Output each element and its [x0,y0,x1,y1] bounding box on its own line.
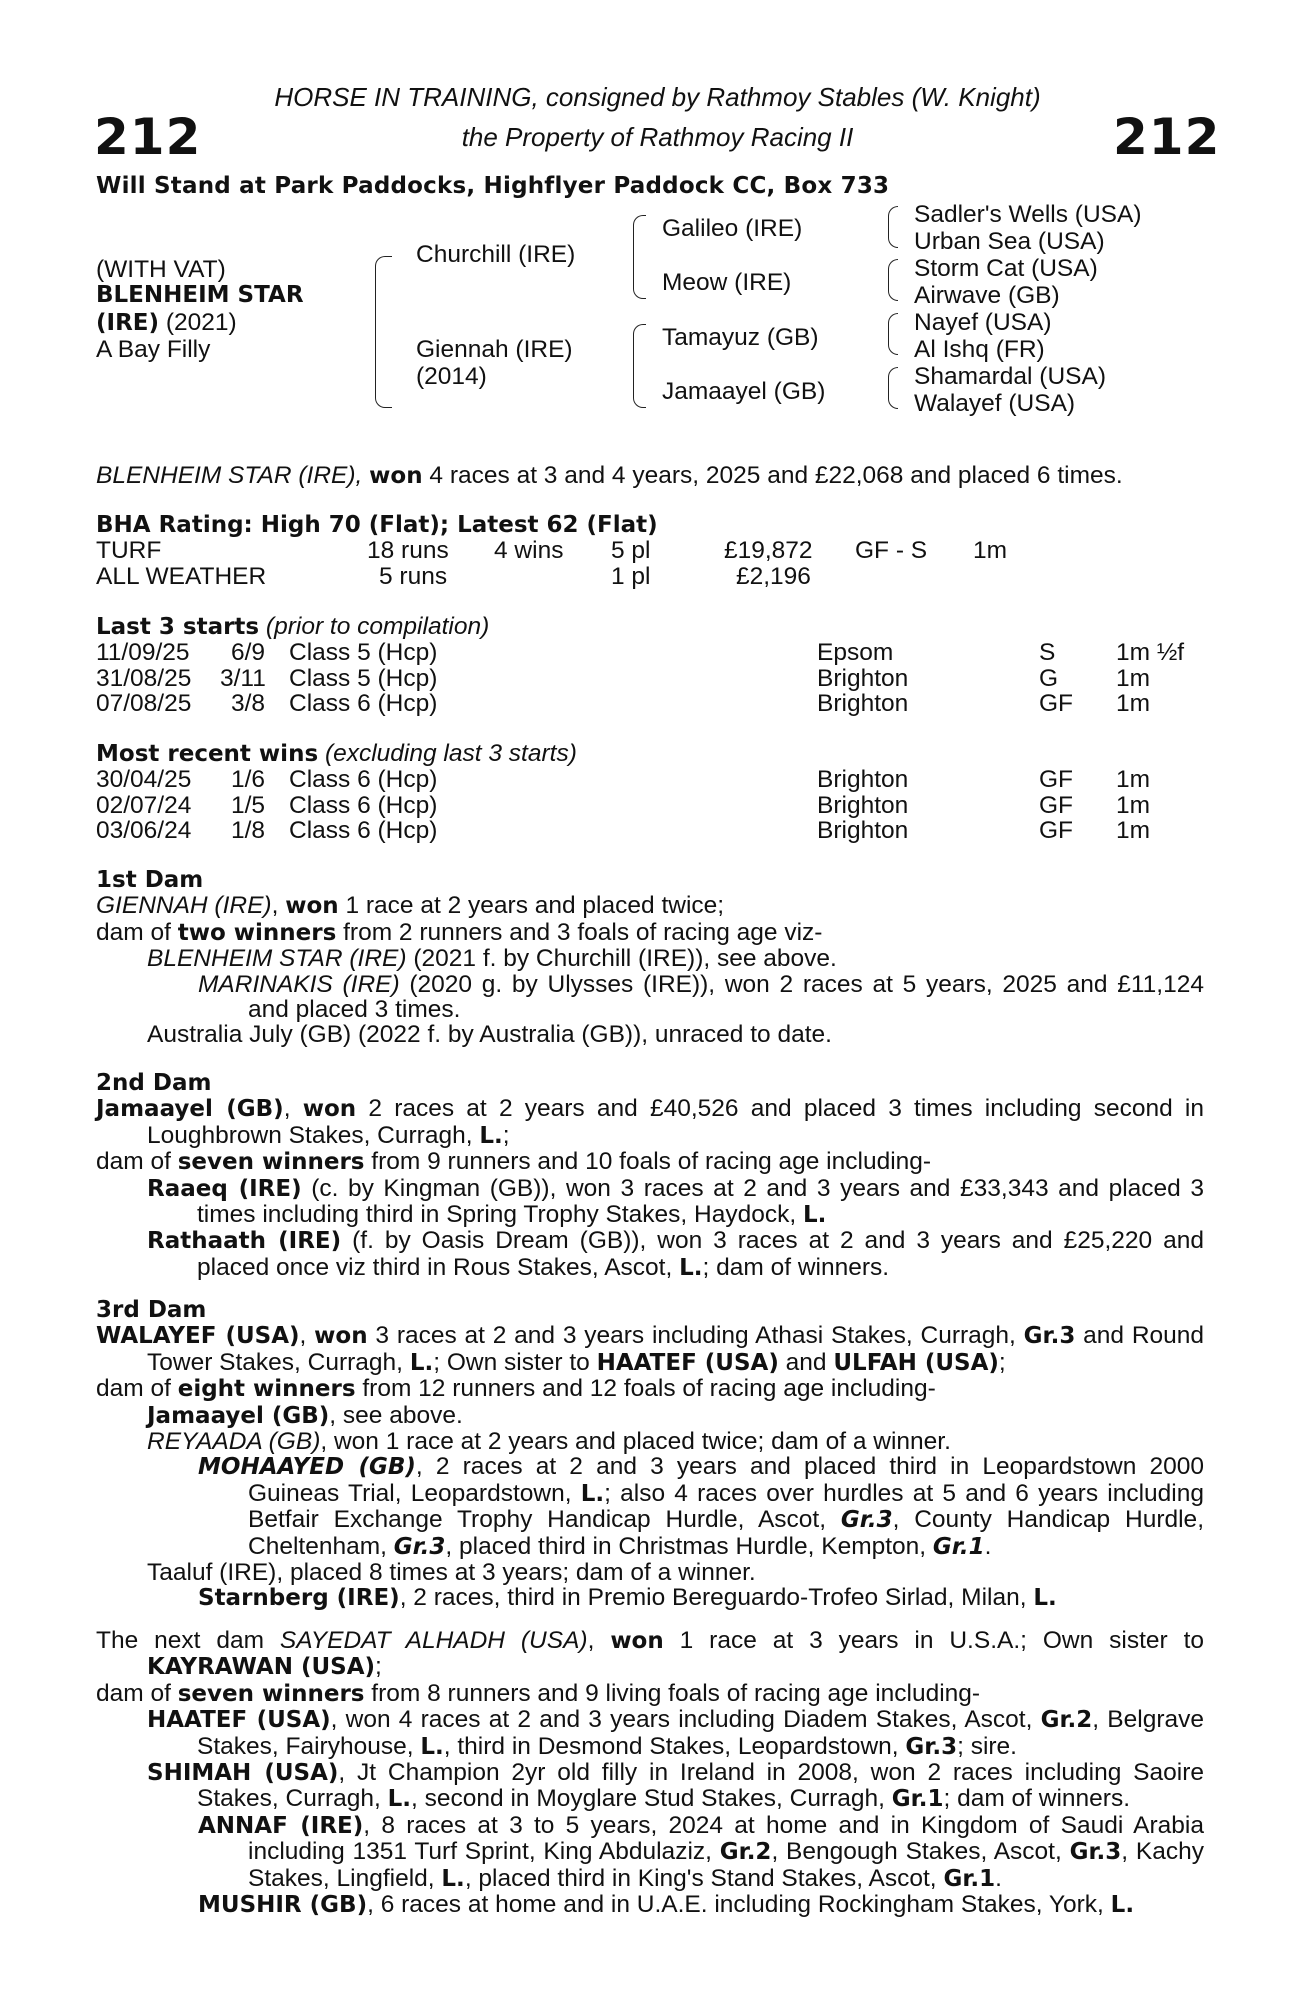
distance: 1m [1116,817,1151,845]
property-line: the Property of Rathmoy Racing II [461,122,854,152]
won-label: won [302,1096,357,1123]
course: Brighton [817,690,909,718]
progeny-text: , Kachy Stakes, Lingfield, [248,1838,1204,1892]
lot-number-left: 212 [94,108,202,166]
date: 30/04/25 [96,766,192,794]
start-row [96,666,1204,691]
going: GF [1039,791,1074,819]
dam-sire: Tamayuz (GB) [662,324,819,351]
surface: TURF [96,537,162,565]
progeny-text: , see above. [329,1401,463,1429]
date: 11/09/25 [96,639,190,667]
progeny-entry [96,1176,1204,1229]
wins: 4 wins [494,537,564,565]
progeny-name: Raaeq (IRE) [147,1175,302,1202]
progeny-end: ; dam of winners. [943,1785,1131,1813]
last-starts-note: (prior to compilation) [259,613,490,640]
rating-row-turf [96,538,1204,563]
progeny-entry [96,1707,1204,1760]
course: Brighton [817,817,909,845]
winners-count: seven winners [177,1680,365,1707]
record-end: ; [998,1348,1006,1376]
produce-prefix: dam of [96,1679,178,1707]
summary-won: won [369,463,423,489]
sibling-name: HAATEF (USA) [596,1349,779,1376]
progeny-entry [96,972,1204,1023]
grade: L. [409,1349,434,1376]
progeny-name: Rathaath (IRE) [147,1228,342,1255]
progeny-text: , second in Moyglare Stud Stakes, Curragh, [411,1785,892,1813]
produce-text: from 12 runners and 12 foals of racing age including- [355,1375,936,1403]
grade: L. [580,1480,605,1507]
progeny-name: MUSHIR (GB) [198,1892,368,1919]
dam-name: GIENNAH (IRE) [96,892,272,920]
going: GF [1039,690,1074,718]
prize: £19,872 [724,537,813,565]
first-dam-title: 1st Dam [96,867,204,893]
grandprogeny-entry [96,1892,1204,1918]
won-label: won [314,1323,368,1350]
gen3-7: Shamardal (USA) [914,363,1106,390]
gen3-3: Storm Cat (USA) [914,255,1098,282]
dam: Giennah (IRE) [416,336,573,363]
progeny-name: HAATEF (USA) [147,1707,331,1734]
horse-description: A Bay Filly [96,336,211,363]
grade: Gr.2 [1040,1707,1093,1734]
distance: 1m [973,537,1008,565]
produce-prefix: dam of [96,918,178,946]
progeny-name: REYAADA (GB) [147,1428,321,1456]
separator: , [271,892,286,920]
runs: 5 runs [379,562,448,590]
class: Class 5 (Hcp) [289,664,438,692]
progeny-entry [96,1760,1204,1813]
record-text: ; Own sister to [433,1348,597,1376]
brace-gen2-top [633,215,646,299]
next-dam-produce [96,1681,1204,1707]
prize: £2,196 [736,562,811,590]
grade: L. [420,1733,444,1760]
placed: 1 pl [611,562,651,590]
progeny-entry [96,1429,1204,1454]
dam-dam: Jamaayel (GB) [662,378,826,405]
grade: L. [479,1122,503,1149]
win-row [96,793,1204,818]
last-starts-section [96,614,1204,717]
third-dam-title: 3rd Dam [96,1297,207,1323]
progeny-text: (f. by Oasis Dream (GB)), won 3 races at 2 and 3 years and £25,220 and placed once viz third in Rous Stakes, Ascot, [197,1227,1204,1281]
progeny-text: Taaluf (IRE), placed 8 times at 3 years; dam of a winner. [147,1559,756,1587]
progeny-name: Starnberg (IRE) [198,1585,400,1612]
first-dam-section [96,868,1204,1048]
progeny-text: , won 1 race at 2 years and placed twice; dam of a winner. [320,1428,951,1456]
progeny-text: , 2 races, third in Premio Bereguardo-Trofeo Sirlad, Milan, [399,1584,1034,1612]
grade: Gr.3 [840,1507,893,1534]
going: GF - S [855,537,928,565]
produce-text: from 8 runners and 9 living foals of racing age including- [364,1679,981,1707]
rating-section [96,513,1204,589]
recent-wins-note: (excluding last 3 starts) [318,740,577,767]
progeny-end: ; sire. [957,1732,1017,1760]
going: GF [1039,817,1074,845]
second-dam-produce [96,1149,1204,1175]
record-text: 1 race at 3 years in U.S.A.; Own sister to [663,1627,1205,1654]
grade: L. [1033,1585,1057,1612]
grade: L. [1110,1892,1135,1919]
class: Class 5 (Hcp) [289,639,438,667]
grade: Gr.2 [719,1839,772,1866]
progeny-entry [96,1403,1204,1429]
grade: L. [441,1865,465,1892]
sibling-name: ULFAH (USA) [833,1349,999,1376]
progeny-name: ANNAF (IRE) [198,1812,364,1839]
course: Brighton [817,664,909,692]
sibling-name: KAYRAWAN (USA) [147,1654,376,1681]
distance: 1m [1116,690,1151,718]
record-text: and Round Tower Stakes, Curragh, [147,1322,1205,1376]
progeny-entry [96,1022,1204,1047]
brace-gen3-1 [888,206,898,248]
going: G [1039,664,1059,692]
position: 1/6 [231,766,266,794]
grandprogeny-entry [96,1813,1204,1892]
sire-dam: Meow (IRE) [662,269,792,296]
date: 07/08/25 [96,690,192,718]
gen3-1: Sadler's Wells (USA) [914,201,1142,228]
conjunction: and [778,1348,834,1376]
grandprogeny-entry [96,1585,1204,1611]
date: 03/06/24 [96,817,192,845]
progeny-entry [96,1228,1204,1281]
date: 02/07/24 [96,791,192,819]
distance: 1m [1116,766,1151,794]
progeny-end: ; dam of winners. [702,1253,890,1281]
progeny-text: ; also 4 races over hurdles at 5 and 6 years including Betfair Exchange Trophy Handicap Hurdle, Ascot, [248,1479,1204,1534]
record-text: 2 races at 2 years and £40,526 and placed 3 times including second in Loughbrown Stakes, Curragh, [147,1095,1204,1149]
progeny-name: MARINAKIS (IRE) [198,970,400,998]
rating-row-aw [96,564,1204,589]
dam-name: Jamaayel (GB) [96,1096,284,1123]
progeny-text: , placed third in Christmas Hurdle, Kempton, [445,1532,933,1560]
next-dam-record [96,1628,1204,1681]
brace-gen3-2 [888,259,898,301]
lot-number-right: 212 [1113,108,1221,166]
produce-prefix: dam of [96,1148,178,1176]
course: Brighton [817,791,909,819]
course: Epsom [817,639,894,667]
position: 3/11 [220,664,266,692]
grade: Gr.3 [905,1733,958,1760]
win-row [96,818,1204,843]
start-row [96,640,1204,665]
brace-gen3-4 [888,367,898,409]
distance: 1m [1116,664,1151,692]
progeny-text: , 2 races at 2 and 3 years and placed third in Leopardstown 2000 Guineas Trial, Leopardstown, [248,1453,1204,1507]
progeny-text: , 8 races at 3 to 5 years, 2024 at home and in Kingdom of Saudi Arabia including 1351 Turf Sprint, King Abdulaziz, [248,1811,1205,1866]
separator: , [283,1095,303,1123]
second-dam-section [96,1071,1204,1281]
horse-year: (2021) [159,309,237,336]
progeny-entry [96,1560,1204,1585]
grade: Gr.3 [1069,1839,1122,1866]
start-row [96,691,1204,716]
recent-wins-section [96,741,1204,844]
consignor-line: HORSE IN TRAINING, consigned by Rathmoy Stables (W. Knight) [274,82,1041,112]
gen3-5: Nayef (USA) [914,309,1052,336]
grade: Gr.1 [932,1533,985,1560]
brace-gen3-3 [888,313,898,355]
grade: L. [679,1254,703,1281]
won-label: won [610,1628,664,1654]
progeny-end: . [984,1532,992,1560]
progeny-name: MOHAAYED (GB) [198,1454,416,1481]
third-dam-record [96,1323,1204,1376]
intro: The next dam [96,1627,280,1654]
dam-name: WALAYEF (USA) [96,1323,300,1350]
sire-sire: Galileo (IRE) [662,215,803,242]
grade: Gr.3 [393,1533,446,1560]
gen3-4: Airwave (GB) [914,282,1060,309]
progeny-text: , County Handicap Hurdle, Cheltenham, [248,1506,1204,1560]
third-dam-section [96,1298,1204,1612]
record-text: 3 races at 2 and 3 years including Athasi Stakes, Curragh, [367,1322,1024,1350]
class: Class 6 (Hcp) [289,791,438,819]
second-dam-title: 2nd Dam [96,1070,212,1096]
recent-wins-title: Most recent wins [96,741,319,767]
progeny-text: , won 4 races at 2 and 3 years including Diadem Stakes, Ascot, [330,1706,1041,1734]
progeny-name: BLENHEIM STAR (IRE) [147,945,407,973]
position: 3/8 [231,690,266,718]
progeny-text: , Bengough Stakes, Ascot, [771,1838,1070,1866]
runs: 18 runs [367,537,449,565]
progeny-name: Jamaayel (GB) [147,1402,330,1429]
class: Class 6 (Hcp) [289,817,438,845]
vat-label: (WITH VAT) [96,256,226,283]
record-end: ; [502,1121,510,1149]
dam-year: (2014) [416,363,487,390]
last-starts-title: Last 3 starts [96,614,260,640]
surface: ALL WEATHER [96,562,267,590]
progeny-entry [96,946,1204,971]
progeny-text: , third in Desmond Stakes, Leopardstown, [443,1732,906,1760]
race-summary [96,462,1123,490]
brace-gen2-bottom [633,324,646,408]
stand-location: Will Stand at Park Paddocks, Highflyer Paddock CC, Box 733 [96,173,890,199]
winners-count: seven winners [177,1149,365,1176]
third-dam-produce [96,1376,1204,1402]
going: S [1039,639,1056,667]
class: Class 6 (Hcp) [289,690,438,718]
distance: 1m ½f [1116,639,1185,667]
position: 1/5 [231,791,266,819]
separator: , [587,1627,611,1654]
record-text: 1 race at 2 years and placed twice; [338,892,725,920]
record-end: ; [375,1653,382,1681]
summary-text: 4 races at 3 and 4 years, 2025 and £22,068 and placed 6 times. [422,462,1123,489]
next-dam-section [96,1628,1204,1918]
rating-title: BHA Rating: High 70 (Flat); Latest 62 (Flat) [96,512,658,538]
grandprogeny-entry [96,1454,1204,1560]
winners-count: two winners [177,919,337,946]
progeny-text: (c. by Kingman (GB)), won 3 races at 2 and 3 years and £33,343 and placed 3 times including third in Spring Trophy Stakes, Haydock, [197,1174,1205,1229]
progeny-name: SHIMAH (USA) [147,1760,339,1787]
first-dam-record [96,893,1204,919]
produce-prefix: dam of [96,1375,178,1403]
sire: Churchill (IRE) [416,241,576,268]
horse-name: BLENHEIM STAR [96,282,304,308]
grade: Gr.3 [1023,1323,1076,1350]
gen3-6: Al Ishq (FR) [914,336,1045,363]
date: 31/08/25 [96,664,192,692]
progeny-text: , 6 races at home and in U.A.E. including Rockingham Stakes, York, [367,1891,1111,1919]
gen3-2: Urban Sea (USA) [914,228,1105,255]
winners-count: eight winners [177,1376,356,1403]
horse-country: (IRE) [96,310,160,336]
separator: , [299,1322,315,1350]
win-row [96,767,1204,792]
summary-horse-name: BLENHEIM STAR (IRE), [96,462,363,489]
grade: Gr.1 [891,1786,944,1813]
going: GF [1039,766,1074,794]
gen3-8: Walayef (USA) [914,390,1076,417]
grade: L. [387,1786,412,1813]
progeny-text: , placed third in King's Stand Stakes, Ascot, [464,1864,944,1892]
placed: 5 pl [611,537,651,565]
progeny-text: , Jt Champion 2yr old filly in Ireland in 2008, won 2 races including Saoire Stakes, Curragh, [197,1759,1204,1813]
second-dam-record [96,1096,1204,1149]
progeny-text: (2020 g. by Ulysses (IRE)), won 2 races at 5 years, 2025 and £11,124 and placed 3 times. [248,970,1204,1024]
grade: Gr.1 [943,1865,996,1892]
progeny-end: . [995,1864,1002,1892]
distance: 1m [1116,791,1151,819]
class: Class 6 (Hcp) [289,766,438,794]
progeny-text: (2021 f. by Churchill (IRE)), see above. [406,945,837,973]
won-label: won [285,893,339,920]
produce-text: from 2 runners and 3 foals of racing age viz- [336,918,823,946]
dam-name: SAYEDAT ALHADH (USA) [279,1627,588,1654]
produce-text: from 9 runners and 10 foals of racing age including- [364,1148,932,1176]
progeny-text: Australia July (GB) (2022 f. by Australia (GB)), unraced to date. [147,1021,832,1049]
progeny-text: , Belgrave Stakes, Fairyhouse, [197,1706,1205,1760]
first-dam-produce [96,920,1204,946]
grade: L. [802,1202,827,1229]
horse-name-suffix [96,309,237,337]
brace-gen1 [375,256,392,408]
course: Brighton [817,766,909,794]
position: 6/9 [231,639,266,667]
position: 1/8 [231,817,266,845]
